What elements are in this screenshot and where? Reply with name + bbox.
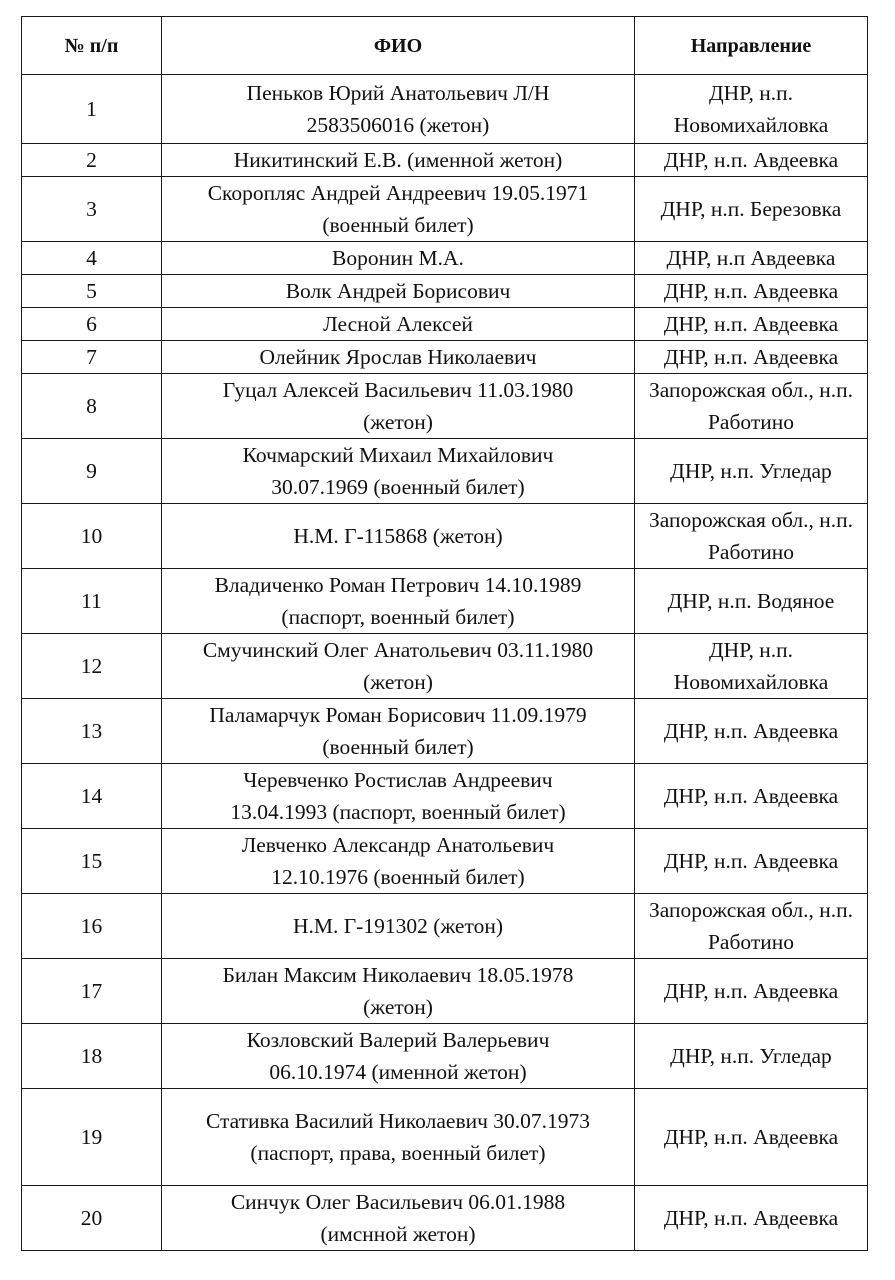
- table-row: [22, 1186, 868, 1251]
- direction-line: ДНР, н.п. Авдеевка: [663, 1206, 839, 1230]
- fio-line: Волк Андрей Борисович: [285, 279, 511, 303]
- fio-line: (военный билет): [322, 213, 474, 237]
- direction-line: Работино: [707, 540, 795, 564]
- row-direction: [635, 1186, 868, 1251]
- fio-line: Н.М. Г-191302 (жетон): [292, 914, 504, 938]
- row-number: 11: [22, 569, 162, 634]
- direction-line: Новомихайловка: [673, 670, 829, 694]
- row-number: 20: [22, 1186, 162, 1251]
- table-row: [22, 374, 868, 439]
- row-number: 19: [22, 1089, 162, 1186]
- fio-line: Олейник Ярослав Николаевич: [259, 345, 537, 369]
- direction-line: ДНР, н.п. Авдеевка: [663, 279, 839, 303]
- table-row: [22, 569, 868, 634]
- header-direction: Направление: [635, 17, 868, 75]
- row-fio: [162, 764, 635, 829]
- table-body: [22, 75, 868, 1251]
- row-direction: [635, 569, 868, 634]
- row-fio: [162, 699, 635, 764]
- row-number: 4: [22, 242, 162, 275]
- row-number: 17: [22, 959, 162, 1024]
- fio-line: Гуцал Алексей Васильевич 11.03.1980: [222, 378, 574, 402]
- row-fio: [162, 829, 635, 894]
- row-direction: [635, 75, 868, 144]
- fio-line: Владиченко Роман Петрович 14.10.1989: [214, 573, 582, 597]
- direction-line: ДНР, н.п. Авдеевка: [663, 719, 839, 743]
- direction-line: Запорожская обл., н.п.: [649, 378, 853, 402]
- fio-line: (жетон): [363, 670, 433, 694]
- row-number: 16: [22, 894, 162, 959]
- table-row: [22, 308, 868, 341]
- row-fio: [162, 308, 635, 341]
- row-direction: [635, 504, 868, 569]
- fio-line: 12.10.1976 (военный билет): [271, 865, 525, 889]
- row-fio: [162, 75, 635, 144]
- direction-line: ДНР, н.п. Авдеевка: [663, 979, 839, 1003]
- row-number: 18: [22, 1024, 162, 1089]
- fio-line: 2583506016 (жетон): [306, 113, 490, 137]
- fio-line: Стативка Василий Николаевич 30.07.1973: [205, 1109, 591, 1133]
- direction-line: ДНР, н.п. Авдеевка: [663, 849, 839, 873]
- fio-line: Кочмарский Михаил Михайлович: [242, 443, 554, 467]
- fio-line: Лесной Алексей: [323, 312, 473, 336]
- direction-line: ДНР, н.п. Березовка: [660, 197, 842, 221]
- row-direction: [635, 374, 868, 439]
- direction-line: Работино: [707, 930, 795, 954]
- header-row: [22, 17, 868, 75]
- table-row: [22, 894, 868, 959]
- row-fio: [162, 439, 635, 504]
- row-number: 10: [22, 504, 162, 569]
- row-fio: [162, 144, 635, 177]
- header-num: № п/п: [22, 17, 162, 75]
- row-fio: [162, 1186, 635, 1251]
- direction-line: ДНР, н.п. Авдеевка: [663, 148, 839, 172]
- table-row: [22, 341, 868, 374]
- row-number: 12: [22, 634, 162, 699]
- row-number: 14: [22, 764, 162, 829]
- direction-line: ДНР, н.п. Авдеевка: [663, 345, 839, 369]
- row-direction: [635, 341, 868, 374]
- row-direction: [635, 144, 868, 177]
- fio-line: (паспорт, военный билет): [281, 605, 515, 629]
- direction-line: ДНР, н.п.: [709, 638, 793, 662]
- direction-line: Запорожская обл., н.п.: [649, 508, 853, 532]
- fio-line: Синчук Олег Васильевич 06.01.1988: [230, 1190, 566, 1214]
- direction-line: Запорожская обл., н.п.: [649, 898, 853, 922]
- row-number: 2: [22, 144, 162, 177]
- table-row: [22, 504, 868, 569]
- fio-line: Паламарчук Роман Борисович 11.09.1979: [209, 703, 587, 727]
- row-number: 3: [22, 177, 162, 242]
- row-fio: [162, 569, 635, 634]
- fio-line: Черевченко Ростислав Андреевич: [243, 768, 553, 792]
- row-fio: [162, 374, 635, 439]
- table-row: [22, 959, 868, 1024]
- fio-line: 13.04.1993 (паспорт, военный билет): [230, 800, 566, 824]
- row-direction: [635, 829, 868, 894]
- direction-line: ДНР, н.п. Водяное: [667, 589, 835, 613]
- fio-line: Билан Максим Николаевич 18.05.1978: [222, 963, 574, 987]
- row-direction: [635, 699, 868, 764]
- direction-line: ДНР, н.п Авдеевка: [666, 246, 836, 270]
- table-row: [22, 242, 868, 275]
- fio-line: Козловский Валерий Валерьевич: [246, 1028, 550, 1052]
- row-fio: [162, 504, 635, 569]
- row-number: 6: [22, 308, 162, 341]
- row-direction: [635, 177, 868, 242]
- row-fio: [162, 894, 635, 959]
- row-direction: [635, 275, 868, 308]
- fio-line: Н.М. Г-115868 (жетон): [293, 524, 503, 548]
- table-row: [22, 699, 868, 764]
- row-fio: [162, 242, 635, 275]
- table-row: [22, 1024, 868, 1089]
- row-direction: [635, 764, 868, 829]
- row-direction: [635, 1024, 868, 1089]
- row-fio: [162, 634, 635, 699]
- row-number: 13: [22, 699, 162, 764]
- row-direction: [635, 959, 868, 1024]
- direction-line: ДНР, н.п. Угледар: [670, 459, 832, 483]
- row-direction: [635, 308, 868, 341]
- row-direction: [635, 634, 868, 699]
- fio-line: (жетон): [363, 995, 433, 1019]
- row-number: 1: [22, 75, 162, 144]
- row-fio: [162, 959, 635, 1024]
- row-number: 5: [22, 275, 162, 308]
- row-number: 7: [22, 341, 162, 374]
- fio-line: 06.10.1974 (именной жетон): [269, 1060, 527, 1084]
- fio-line: Левченко Александр Анатольевич: [241, 833, 555, 857]
- table-row: [22, 634, 868, 699]
- row-fio: [162, 1024, 635, 1089]
- direction-line: ДНР, н.п. Авдеевка: [663, 312, 839, 336]
- fio-line: (военный билет): [322, 735, 474, 759]
- direction-line: Новомихайловка: [673, 113, 829, 137]
- table-row: [22, 275, 868, 308]
- row-number: 9: [22, 439, 162, 504]
- table-row: [22, 829, 868, 894]
- direction-line: ДНР, н.п. Угледар: [670, 1044, 832, 1068]
- row-direction: [635, 242, 868, 275]
- fio-line: (имсннoй жетон): [320, 1222, 476, 1246]
- header-fio: ФИО: [162, 17, 635, 75]
- row-number: 8: [22, 374, 162, 439]
- fio-line: (паспорт, права, военный билет): [250, 1141, 546, 1165]
- table-row: [22, 764, 868, 829]
- row-direction: [635, 894, 868, 959]
- fio-line: Смучинский Олег Анатольевич 03.11.1980: [202, 638, 594, 662]
- table-row: [22, 75, 868, 144]
- row-fio: [162, 1089, 635, 1186]
- fio-line: Воронин М.А.: [332, 246, 464, 270]
- fio-line: Скоропляс Андрей Андреевич 19.05.1971: [207, 181, 589, 205]
- direction-line: ДНР, н.п. Авдеевка: [663, 784, 839, 808]
- row-direction: [635, 1089, 868, 1186]
- row-direction: [635, 439, 868, 504]
- table-row: [22, 1089, 868, 1186]
- table-row: [22, 177, 868, 242]
- fio-line: Пеньков Юрий Анатольевич Л/Н: [246, 81, 550, 105]
- row-fio: [162, 341, 635, 374]
- fio-line: Никитинский Е.В. (именной жетон): [233, 148, 563, 172]
- table-row: [22, 439, 868, 504]
- direction-line: Работино: [707, 410, 795, 434]
- fio-line: (жетон): [363, 410, 433, 434]
- row-fio: [162, 275, 635, 308]
- table-header: [22, 17, 868, 75]
- row-number: 15: [22, 829, 162, 894]
- row-fio: [162, 177, 635, 242]
- table-row: [22, 144, 868, 177]
- document-table: [21, 16, 868, 1251]
- direction-line: ДНР, н.п.: [709, 81, 793, 105]
- direction-line: ДНР, н.п. Авдеевка: [663, 1125, 839, 1149]
- fio-line: 30.07.1969 (военный билет): [271, 475, 525, 499]
